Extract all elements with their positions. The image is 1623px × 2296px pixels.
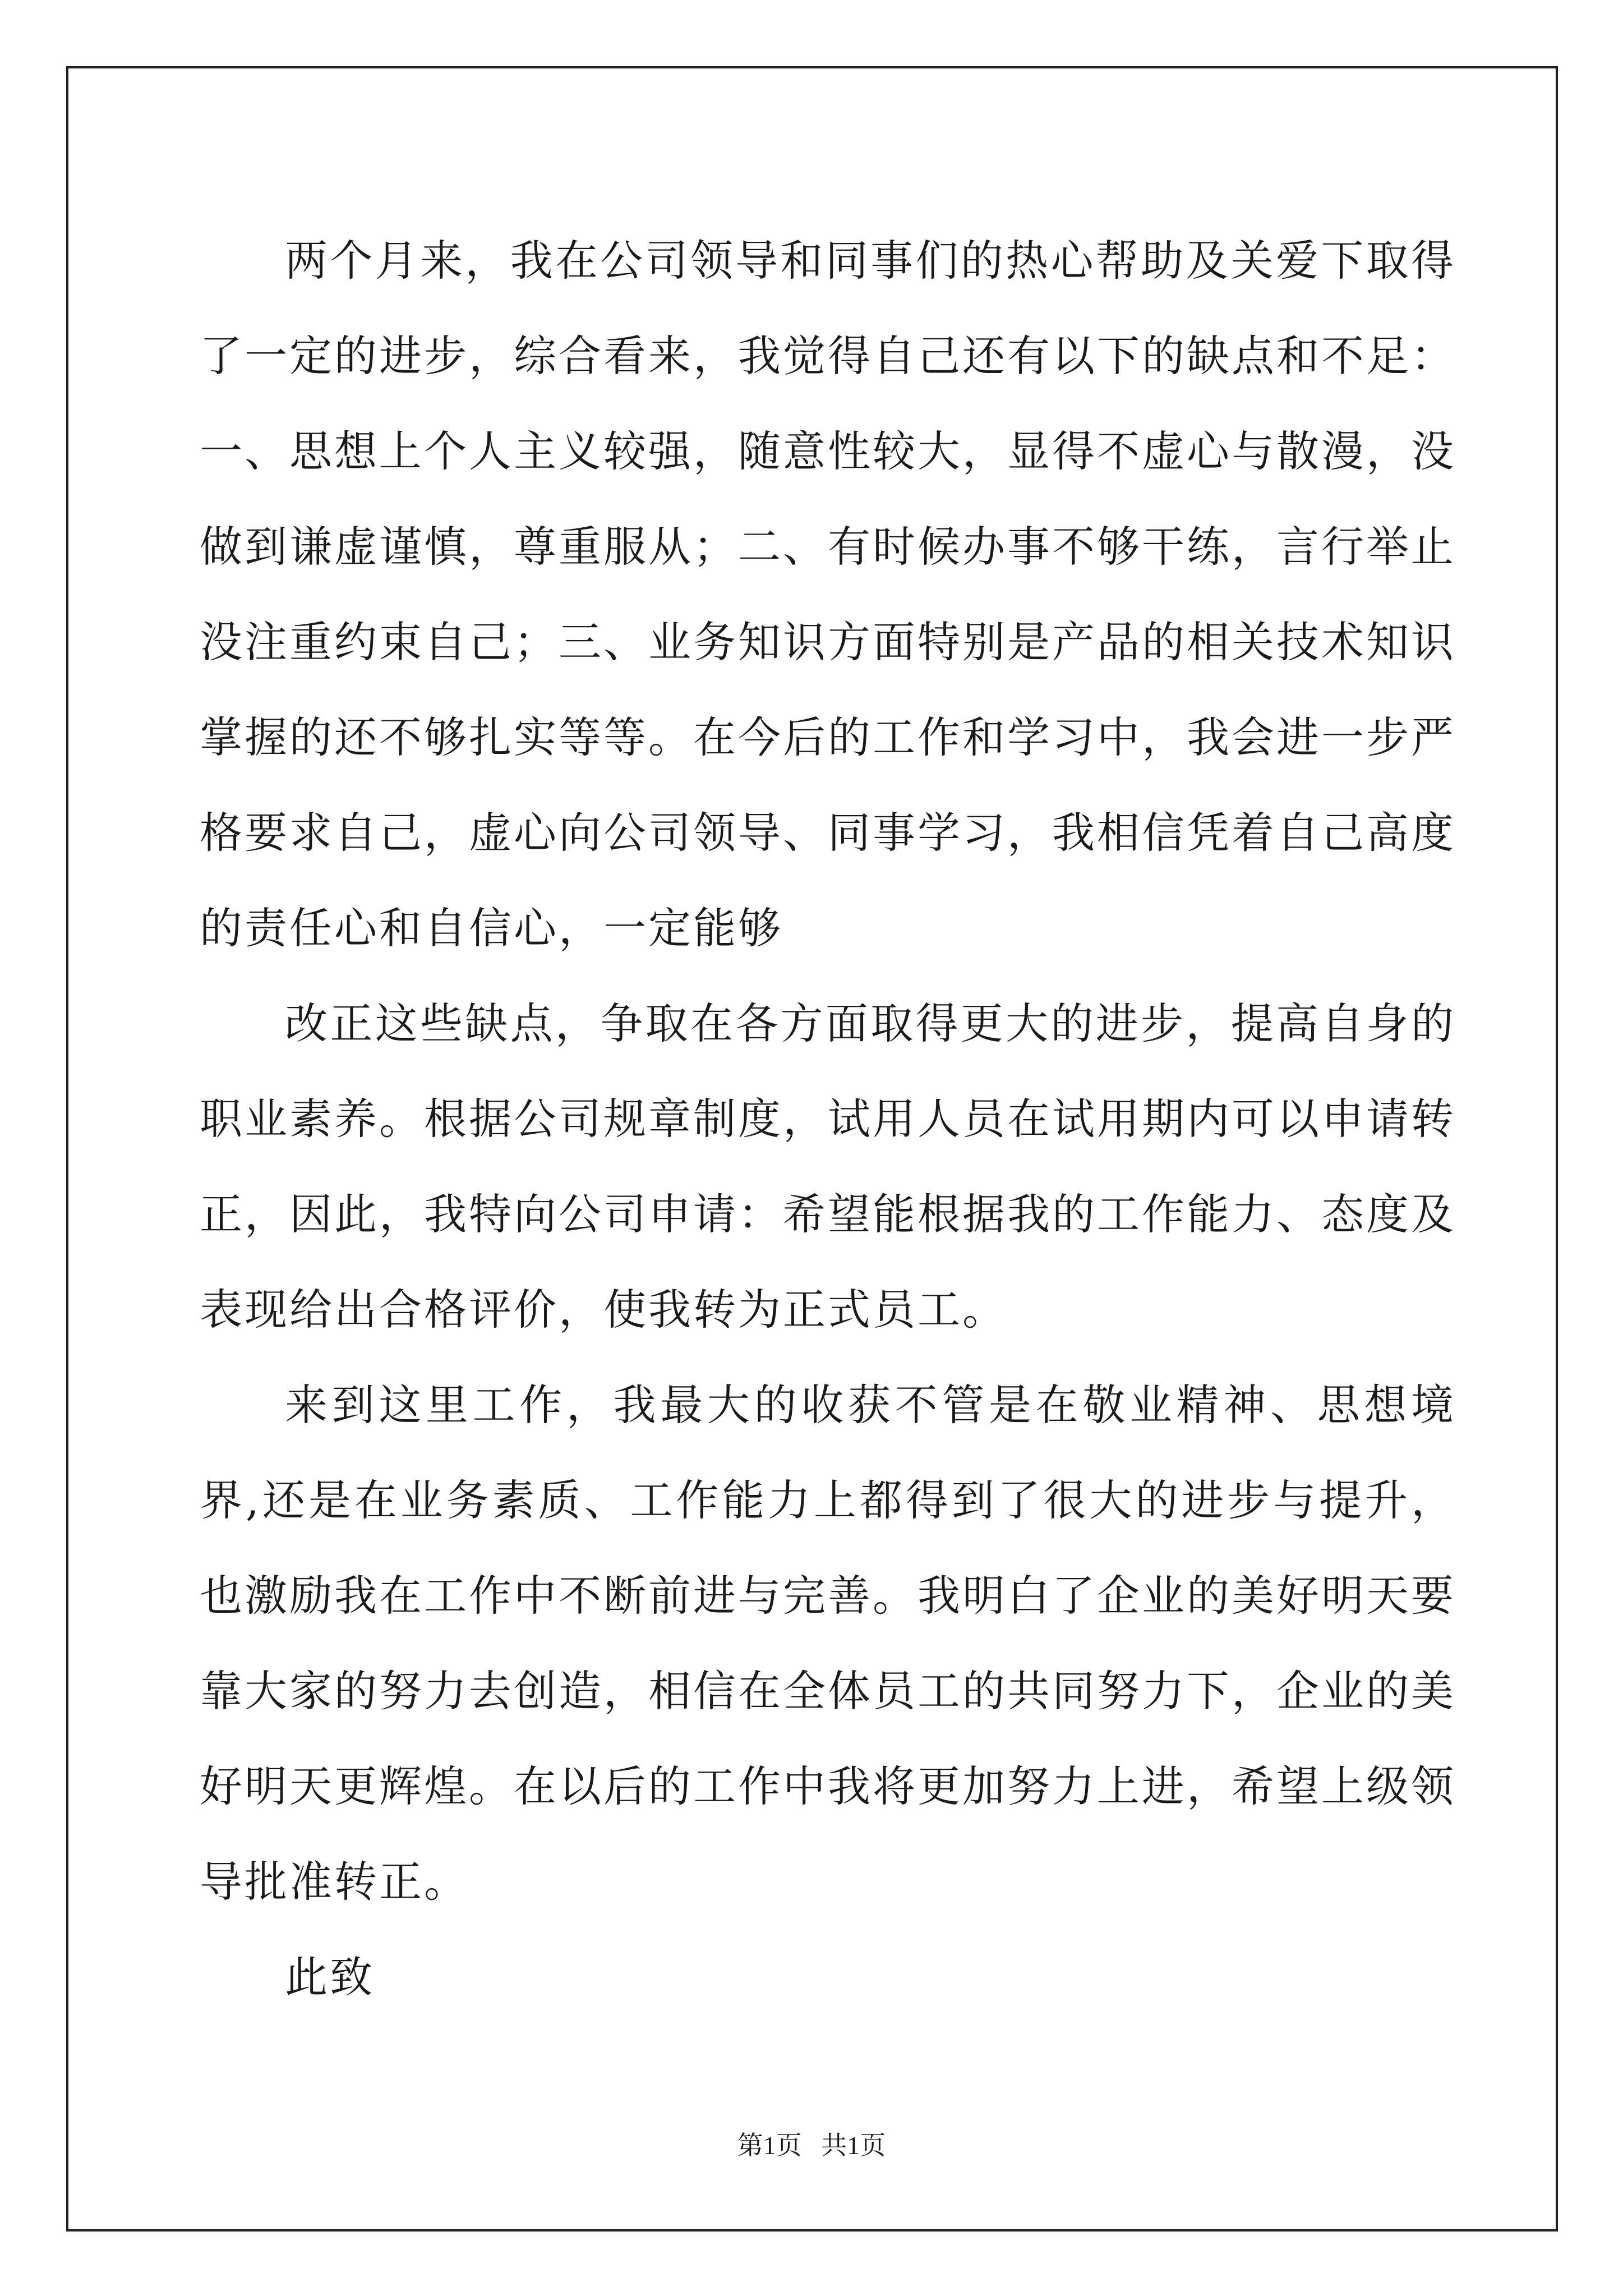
paragraph-2: 改正这些缺点，争取在各方面取得更大的进步，提高自身的职业素养。根据公司规章制度，试用人员在试用期内可以申请转正，因此，我特向公司申请：希望能根据我的工作能力、态度及表现给出合格评价，使我转为正式员工。: [200, 999, 1456, 1335]
paragraph-3: 来到这里工作，我最大的收获不管是在敬业精神、思想境界,还是在业务素质、工作能力上都得到了很大的进步与提升，也激励我在工作中不断前进与完善。我明白了企业的美好明天要靠大家的努力去创造，相信在全体员工的共同努力下，企业的美好明天更辉煌。在以后的工作中我将更加努力上进，希望上级领导批准转正。: [200, 1380, 1456, 1907]
document-body: [200, 213, 1456, 2025]
paragraph-1: 两个月来，我在公司领导和同事们的热心帮助及关爱下取得了一定的进步，综合看来，我觉得自己还有以下的缺点和不足：一、思想上个人主义较强，随意性较大，显得不虚心与散漫，没做到谦虚谨慎，尊重服从；二、有时候办事不够干练，言行举止没注重约束自己；三、业务知识方面特别是产品的相关技术知识掌握的还不够扎实等等。在今后的工作和学习中，我会进一步严格要求自己，虚心向公司领导、同事学习，我相信凭着自己高度的责任心和自信心，一定能够: [200, 236, 1456, 953]
closing-salutation: 此致: [285, 1952, 375, 2002]
page-number-footer: 第1页 共1页: [737, 2131, 886, 2160]
